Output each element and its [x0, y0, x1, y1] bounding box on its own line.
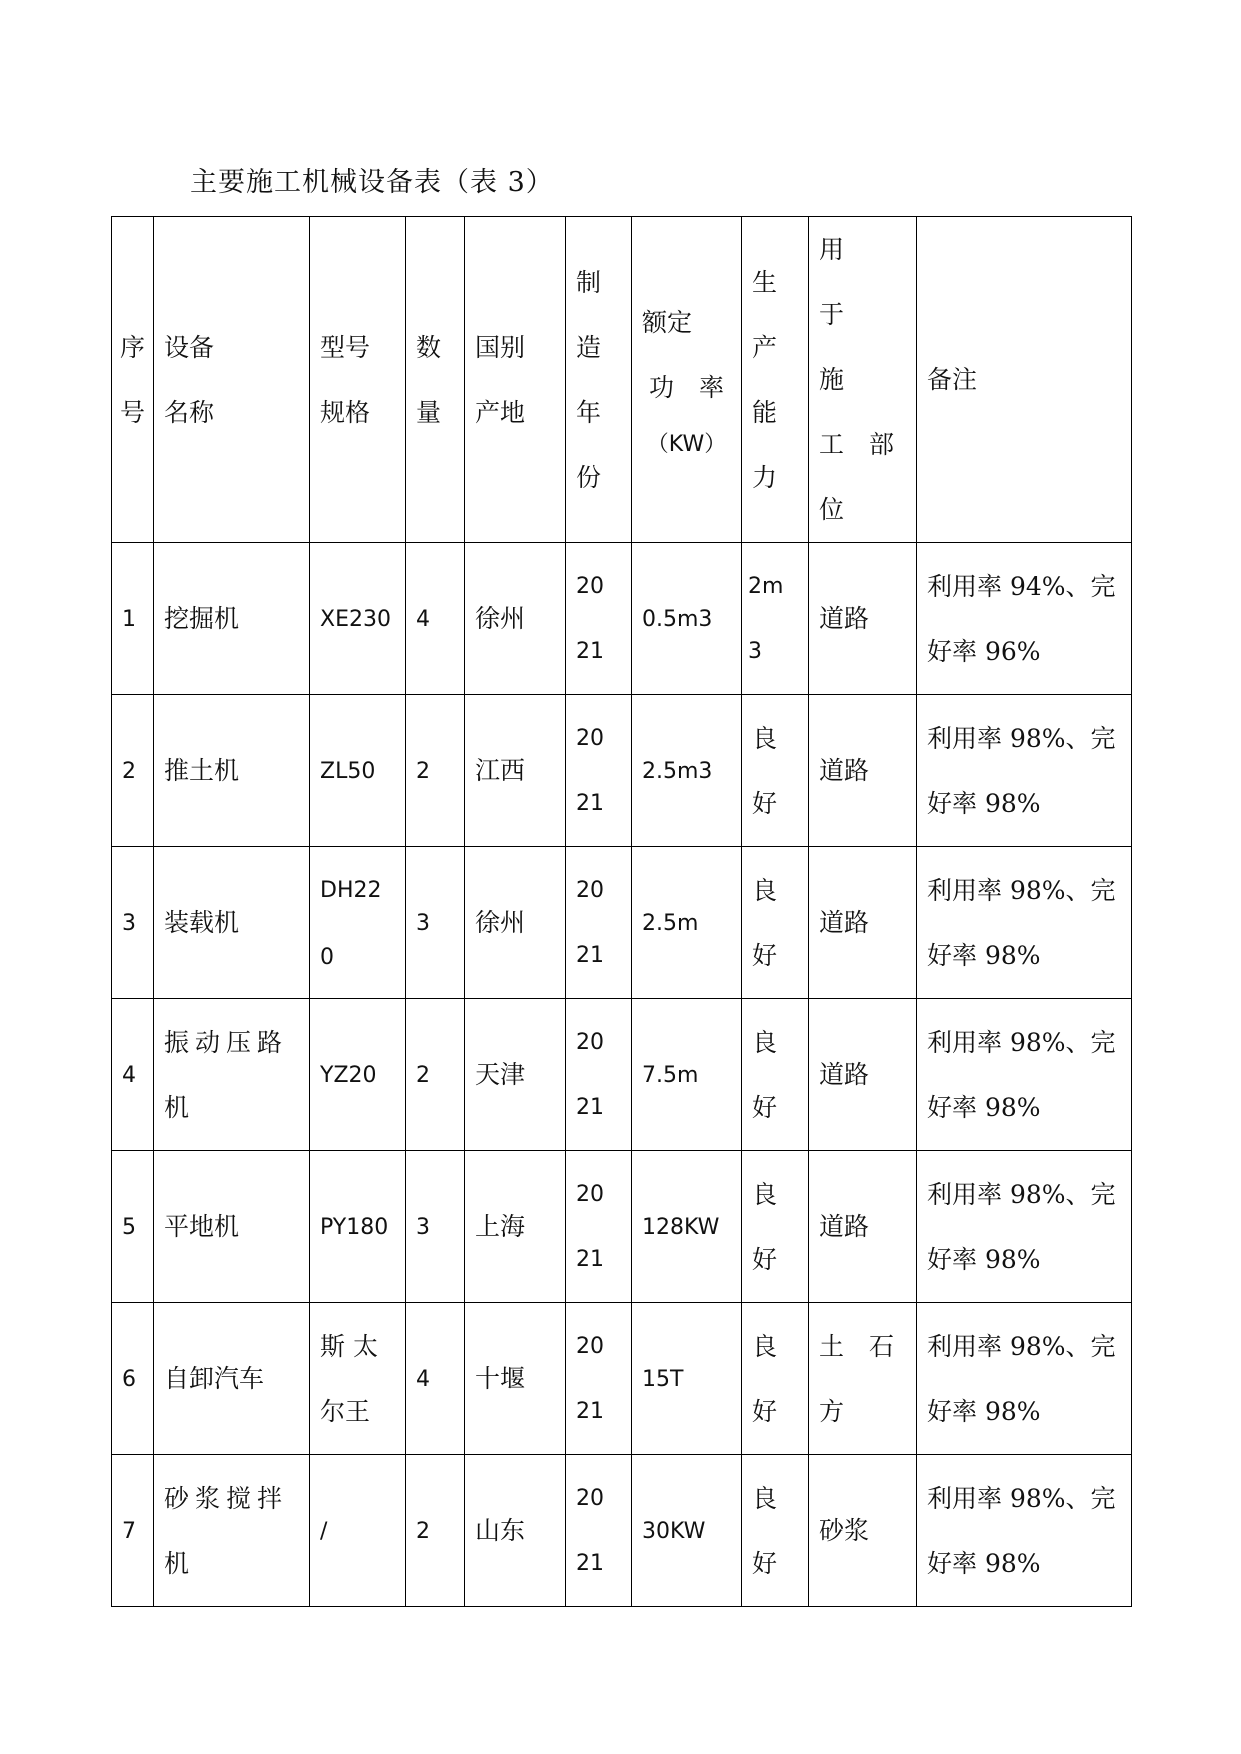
cell-origin	[465, 695, 566, 847]
cell-power	[632, 543, 742, 695]
cell-remark-line2: 好率 98%	[927, 1548, 1041, 1578]
header-remark	[917, 217, 1132, 543]
cell-origin-text: 徐州	[475, 604, 526, 633]
cell-capacity-line2: 3	[748, 638, 762, 664]
cell-remark	[917, 999, 1132, 1151]
table-row	[112, 695, 1132, 847]
cell-remark	[917, 695, 1132, 847]
cell-name	[154, 1151, 310, 1303]
cell-capacity-line2: 好	[752, 1244, 778, 1274]
cell-power	[632, 847, 742, 999]
cell-capacity-line2: 好	[752, 1092, 778, 1122]
cell-remark	[917, 847, 1132, 999]
cell-year-line2: 21	[576, 942, 604, 968]
cell-origin	[465, 1303, 566, 1455]
cell-year-line1: 20	[576, 725, 604, 751]
cell-usage-text: 道路	[819, 1212, 870, 1241]
cell-year-line1: 20	[576, 1485, 604, 1511]
header-name-line2: 名称	[164, 397, 215, 427]
header-origin-line1: 国别	[475, 332, 526, 362]
cell-capacity	[742, 1303, 809, 1455]
cell-usage	[809, 1151, 917, 1303]
cell-remark-line1: 利用率 98%、完	[927, 1179, 1116, 1209]
cell-year	[566, 999, 632, 1151]
cell-seq	[112, 1151, 154, 1303]
cell-origin-text: 江西	[475, 756, 526, 785]
header-remark-text: 备注	[927, 365, 978, 394]
cell-qty-text: 3	[416, 1215, 430, 1240]
cell-year-line1: 20	[576, 1029, 604, 1055]
cell-capacity	[742, 1455, 809, 1607]
header-usage	[809, 217, 917, 543]
cell-name	[154, 543, 310, 695]
cell-year-line1: 20	[576, 1181, 604, 1207]
cell-qty-text: 2	[416, 759, 430, 784]
header-model	[310, 217, 406, 543]
header-capacity-line3: 能	[752, 397, 778, 427]
cell-capacity-line1: 良	[752, 1483, 778, 1513]
header-usage-line4: 位	[819, 495, 845, 524]
cell-name	[154, 1455, 310, 1607]
header-origin	[465, 217, 566, 543]
cell-qty	[406, 1303, 465, 1455]
cell-origin-text: 山东	[475, 1516, 526, 1545]
cell-usage	[809, 695, 917, 847]
table-row	[112, 1455, 1132, 1607]
cell-power	[632, 1151, 742, 1303]
cell-seq-text: 6	[122, 1367, 136, 1392]
cell-qty-text: 3	[416, 911, 430, 936]
cell-remark-line1: 利用率 98%、完	[927, 875, 1116, 905]
cell-year-line1: 20	[576, 1333, 604, 1359]
cell-capacity-line1: 良	[752, 1179, 778, 1209]
cell-seq-text: 1	[122, 607, 136, 632]
cell-year-line2: 21	[576, 790, 604, 816]
cell-capacity-line1: 良	[752, 1331, 778, 1361]
table-row	[112, 1303, 1132, 1455]
cell-remark-line2: 好率 96%	[927, 636, 1041, 666]
cell-power	[632, 999, 742, 1151]
header-capacity-line4: 力	[752, 462, 778, 492]
cell-qty	[406, 1151, 465, 1303]
cell-seq-text: 4	[122, 1063, 136, 1088]
cell-name-text: 自卸汽车	[164, 1364, 265, 1393]
header-usage-line1: 用 于	[819, 235, 895, 329]
cell-usage	[809, 543, 917, 695]
cell-model	[310, 695, 406, 847]
header-year-line3: 年	[576, 397, 602, 427]
cell-capacity-line1: 良	[752, 1027, 778, 1057]
cell-usage	[809, 999, 917, 1151]
header-name-line1: 设备	[164, 332, 215, 362]
cell-power-text: 128KW	[642, 1215, 720, 1240]
cell-seq	[112, 1303, 154, 1455]
cell-usage-text: 道路	[819, 908, 870, 937]
cell-capacity-line2: 好	[752, 1396, 778, 1426]
header-seq	[112, 217, 154, 543]
cell-name-text: 平地机	[164, 1212, 240, 1241]
header-capacity-line2: 产	[752, 332, 778, 362]
cell-model-text: ZL50	[320, 759, 376, 784]
cell-power-text: 0.5m3	[642, 607, 713, 632]
cell-capacity-line1: 良	[752, 723, 778, 753]
cell-power-text: 30KW	[642, 1519, 706, 1544]
header-capacity	[742, 217, 809, 543]
cell-model	[310, 1151, 406, 1303]
cell-qty	[406, 1455, 465, 1607]
header-qty	[406, 217, 465, 543]
header-power	[632, 217, 742, 543]
cell-capacity	[742, 695, 809, 847]
cell-usage-text: 道路	[819, 1060, 870, 1089]
cell-capacity	[742, 1151, 809, 1303]
cell-remark-line2: 好率 98%	[927, 788, 1041, 818]
cell-remark-line1: 利用率 94%、完	[927, 571, 1116, 601]
cell-remark-line2: 好率 98%	[927, 940, 1041, 970]
cell-capacity-line1: 2m	[748, 573, 784, 599]
cell-qty	[406, 999, 465, 1151]
cell-capacity	[742, 543, 809, 695]
cell-model-text: DH220	[320, 877, 382, 970]
header-power-unit: （KW）	[646, 431, 727, 457]
header-usage-line3: 工 部	[819, 430, 895, 459]
cell-year-line2: 21	[576, 1398, 604, 1424]
cell-name-text: 装载机	[164, 908, 240, 937]
cell-usage	[809, 847, 917, 999]
header-year-line2: 造	[576, 332, 602, 362]
cell-usage	[809, 1455, 917, 1607]
cell-origin-text: 十堰	[475, 1364, 526, 1393]
cell-remark-line1: 利用率 98%、完	[927, 1483, 1116, 1513]
cell-name-text: 推土机	[164, 756, 240, 785]
cell-qty-text: 2	[416, 1063, 430, 1088]
cell-remark-line2: 好率 98%	[927, 1092, 1041, 1122]
cell-capacity	[742, 847, 809, 999]
cell-seq-text: 3	[122, 911, 136, 936]
cell-power	[632, 1303, 742, 1455]
header-year	[566, 217, 632, 543]
cell-remark	[917, 1151, 1132, 1303]
cell-qty	[406, 695, 465, 847]
cell-remark-line1: 利用率 98%、完	[927, 1027, 1116, 1057]
cell-remark	[917, 543, 1132, 695]
cell-name	[154, 1303, 310, 1455]
cell-year	[566, 695, 632, 847]
cell-power	[632, 695, 742, 847]
cell-capacity	[742, 999, 809, 1151]
cell-power	[632, 1455, 742, 1607]
cell-model-text: PY180	[320, 1215, 389, 1240]
cell-model	[310, 999, 406, 1151]
header-year-line4: 份	[576, 462, 602, 492]
cell-seq-text: 7	[122, 1519, 136, 1544]
table-row	[112, 847, 1132, 999]
cell-model-text: YZ20	[320, 1063, 377, 1088]
header-power-line2: 功 率	[648, 372, 724, 402]
cell-year	[566, 847, 632, 999]
cell-capacity-line2: 好	[752, 940, 778, 970]
cell-usage-text: 道路	[819, 604, 870, 633]
cell-seq-text: 2	[122, 759, 136, 784]
cell-seq	[112, 543, 154, 695]
cell-remark-line1: 利用率 98%、完	[927, 1331, 1116, 1361]
equipment-table	[111, 216, 1132, 1607]
cell-origin	[465, 1455, 566, 1607]
cell-qty-text: 2	[416, 1519, 430, 1544]
header-model-line1: 型号	[320, 332, 371, 362]
cell-year-line1: 20	[576, 573, 604, 599]
header-usage-line2: 施	[819, 365, 845, 394]
cell-model	[310, 1455, 406, 1607]
cell-year-line2: 21	[576, 1094, 604, 1120]
cell-model-text: 斯 太 尔王	[320, 1331, 378, 1426]
cell-power-text: 2.5m	[642, 911, 699, 936]
cell-model	[310, 543, 406, 695]
cell-origin-text: 徐州	[475, 908, 526, 937]
header-power-line1: 额定	[642, 307, 693, 337]
cell-model-text: /	[320, 1519, 328, 1544]
cell-seq-text: 5	[122, 1215, 136, 1240]
cell-qty-text: 4	[416, 607, 430, 632]
cell-origin	[465, 543, 566, 695]
table-row	[112, 1151, 1132, 1303]
cell-remark-line2: 好率 98%	[927, 1244, 1041, 1274]
table-title: 主要施工机械设备表（表 3）	[190, 167, 554, 198]
cell-qty	[406, 847, 465, 999]
cell-seq	[112, 695, 154, 847]
header-year-line1: 制	[576, 267, 602, 297]
cell-remark-line1: 利用率 98%、完	[927, 723, 1116, 753]
cell-name-text: 振动压路机	[164, 1027, 289, 1122]
cell-qty	[406, 543, 465, 695]
cell-name-text: 砂浆搅拌机	[164, 1483, 289, 1578]
cell-usage-text: 砂浆	[819, 1516, 870, 1545]
cell-year	[566, 1303, 632, 1455]
cell-year	[566, 543, 632, 695]
header-model-line2: 规格	[320, 397, 371, 427]
cell-seq	[112, 999, 154, 1151]
cell-remark-line2: 好率 98%	[927, 1396, 1041, 1426]
cell-capacity-line2: 好	[752, 788, 778, 818]
header-name	[154, 217, 310, 543]
cell-remark	[917, 1303, 1132, 1455]
header-row	[112, 217, 1132, 543]
cell-power-text: 15T	[642, 1367, 684, 1392]
cell-name	[154, 999, 310, 1151]
table-row	[112, 999, 1132, 1151]
cell-origin-text: 上海	[475, 1212, 526, 1241]
table-row	[112, 543, 1132, 695]
cell-year	[566, 1455, 632, 1607]
header-origin-line2: 产地	[475, 397, 526, 427]
cell-name-text: 挖掘机	[164, 604, 240, 633]
cell-power-text: 2.5m3	[642, 759, 713, 784]
cell-usage-text: 道路	[819, 756, 870, 785]
cell-year-line2: 21	[576, 1246, 604, 1272]
cell-origin	[465, 847, 566, 999]
header-qty-line2: 量	[416, 397, 442, 427]
cell-year-line2: 21	[576, 638, 604, 664]
cell-model-text: XE230	[320, 607, 391, 632]
cell-model	[310, 1303, 406, 1455]
cell-model	[310, 847, 406, 999]
cell-year-line1: 20	[576, 877, 604, 903]
cell-year	[566, 1151, 632, 1303]
cell-origin-text: 天津	[475, 1060, 526, 1089]
header-seq-text: 序号	[119, 332, 145, 427]
cell-name	[154, 695, 310, 847]
cell-power-text: 7.5m	[642, 1063, 699, 1088]
cell-seq	[112, 847, 154, 999]
header-capacity-line1: 生	[752, 267, 778, 297]
cell-origin	[465, 1151, 566, 1303]
cell-capacity-line2: 好	[752, 1548, 778, 1578]
cell-usage-text: 土 石方	[819, 1331, 895, 1426]
cell-qty-text: 4	[416, 1367, 430, 1392]
cell-name	[154, 847, 310, 999]
cell-origin	[465, 999, 566, 1151]
cell-remark	[917, 1455, 1132, 1607]
cell-seq	[112, 1455, 154, 1607]
cell-usage	[809, 1303, 917, 1455]
cell-year-line2: 21	[576, 1550, 604, 1576]
header-qty-line1: 数	[416, 332, 442, 362]
cell-capacity-line1: 良	[752, 875, 778, 905]
